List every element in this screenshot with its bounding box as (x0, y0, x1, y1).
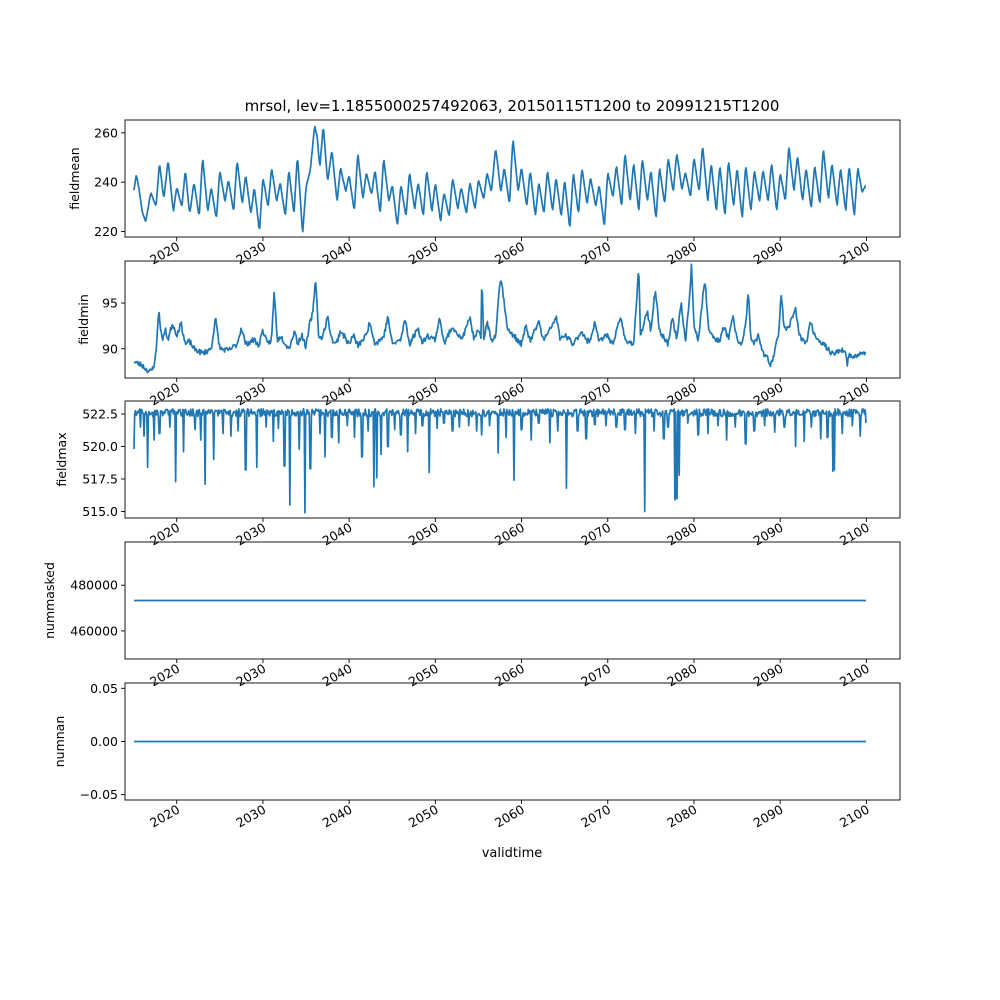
x-tick-label: 2040 (319, 238, 355, 268)
y-axis-label: fieldmin (76, 294, 91, 345)
x-tick-label: 2050 (405, 238, 441, 268)
y-tick-label: 220 (94, 224, 118, 240)
x-tick-label: 2050 (405, 660, 441, 690)
y-tick-label: −0.05 (79, 787, 118, 803)
y-tick-label: 240 (94, 174, 118, 190)
x-tick-label: 2090 (750, 801, 786, 831)
x-tick-label: 2030 (233, 801, 269, 831)
x-tick-label: 2080 (664, 238, 700, 268)
y-tick-label: 90 (102, 341, 118, 357)
x-axis-label: validtime (481, 846, 543, 861)
x-tick-label: 2100 (836, 379, 872, 409)
y-tick-label: 522.5 (82, 406, 118, 422)
x-tick-label: 2100 (836, 519, 872, 549)
x-tick-label: 2100 (836, 660, 872, 690)
y-axis-label: nummasked (42, 562, 57, 639)
x-tick-label: 2030 (233, 519, 269, 549)
y-tick-label: 517.5 (82, 471, 118, 487)
x-tick-label: 2100 (836, 238, 872, 268)
x-tick-label: 2040 (319, 660, 355, 690)
x-tick-label: 2050 (405, 379, 441, 409)
x-tick-label: 2020 (147, 379, 183, 409)
x-tick-label: 2020 (147, 238, 183, 268)
x-tick-label: 2050 (405, 801, 441, 831)
x-tick-label: 2020 (147, 519, 183, 549)
y-tick-label: 260 (94, 125, 118, 141)
x-tick-label: 2090 (750, 238, 786, 268)
x-tick-label: 2090 (750, 660, 786, 690)
x-tick-label: 2060 (492, 519, 528, 549)
y-tick-label: 520.0 (82, 439, 118, 454)
x-tick-label: 2020 (147, 801, 183, 831)
x-tick-label: 2080 (664, 519, 700, 549)
x-tick-label: 2070 (578, 660, 614, 690)
y-axis-label: fieldmean (67, 147, 82, 210)
x-tick-label: 2030 (233, 660, 269, 690)
y-tick-label: 460000 (70, 623, 118, 639)
x-tick-label: 2060 (492, 238, 528, 268)
x-tick-label: 2080 (664, 379, 700, 409)
x-tick-label: 2070 (578, 519, 614, 549)
x-tick-label: 2070 (578, 238, 614, 268)
x-tick-label: 2030 (233, 238, 269, 268)
y-tick-label: 0.00 (90, 734, 118, 749)
x-tick-label: 2040 (319, 801, 355, 831)
chart-title: mrsol, lev=1.1855000257492063, 20150115T1200 to 20991215T1200 (244, 97, 780, 115)
x-tick-label: 2060 (492, 660, 528, 690)
x-tick-label: 2070 (578, 379, 614, 409)
x-tick-label: 2100 (836, 801, 872, 831)
x-tick-label: 2030 (233, 379, 269, 409)
x-tick-label: 2060 (492, 801, 528, 831)
x-tick-label: 2090 (750, 519, 786, 549)
x-tick-label: 2050 (405, 519, 441, 549)
y-axis-label: numnan (52, 715, 67, 768)
x-tick-label: 2080 (664, 801, 700, 831)
x-tick-label: 2040 (319, 379, 355, 409)
x-tick-label: 2060 (492, 379, 528, 409)
y-tick-label: 515.0 (82, 504, 118, 519)
x-tick-label: 2070 (578, 801, 614, 831)
y-tick-label: 95 (102, 295, 118, 311)
x-tick-label: 2040 (319, 519, 355, 549)
x-tick-label: 2080 (664, 660, 700, 690)
x-tick-label: 2020 (147, 660, 183, 690)
y-tick-label: 480000 (70, 577, 118, 593)
y-tick-label: 0.05 (90, 680, 118, 696)
y-axis-label: fieldmax (54, 432, 69, 487)
x-tick-label: 2090 (750, 379, 786, 409)
